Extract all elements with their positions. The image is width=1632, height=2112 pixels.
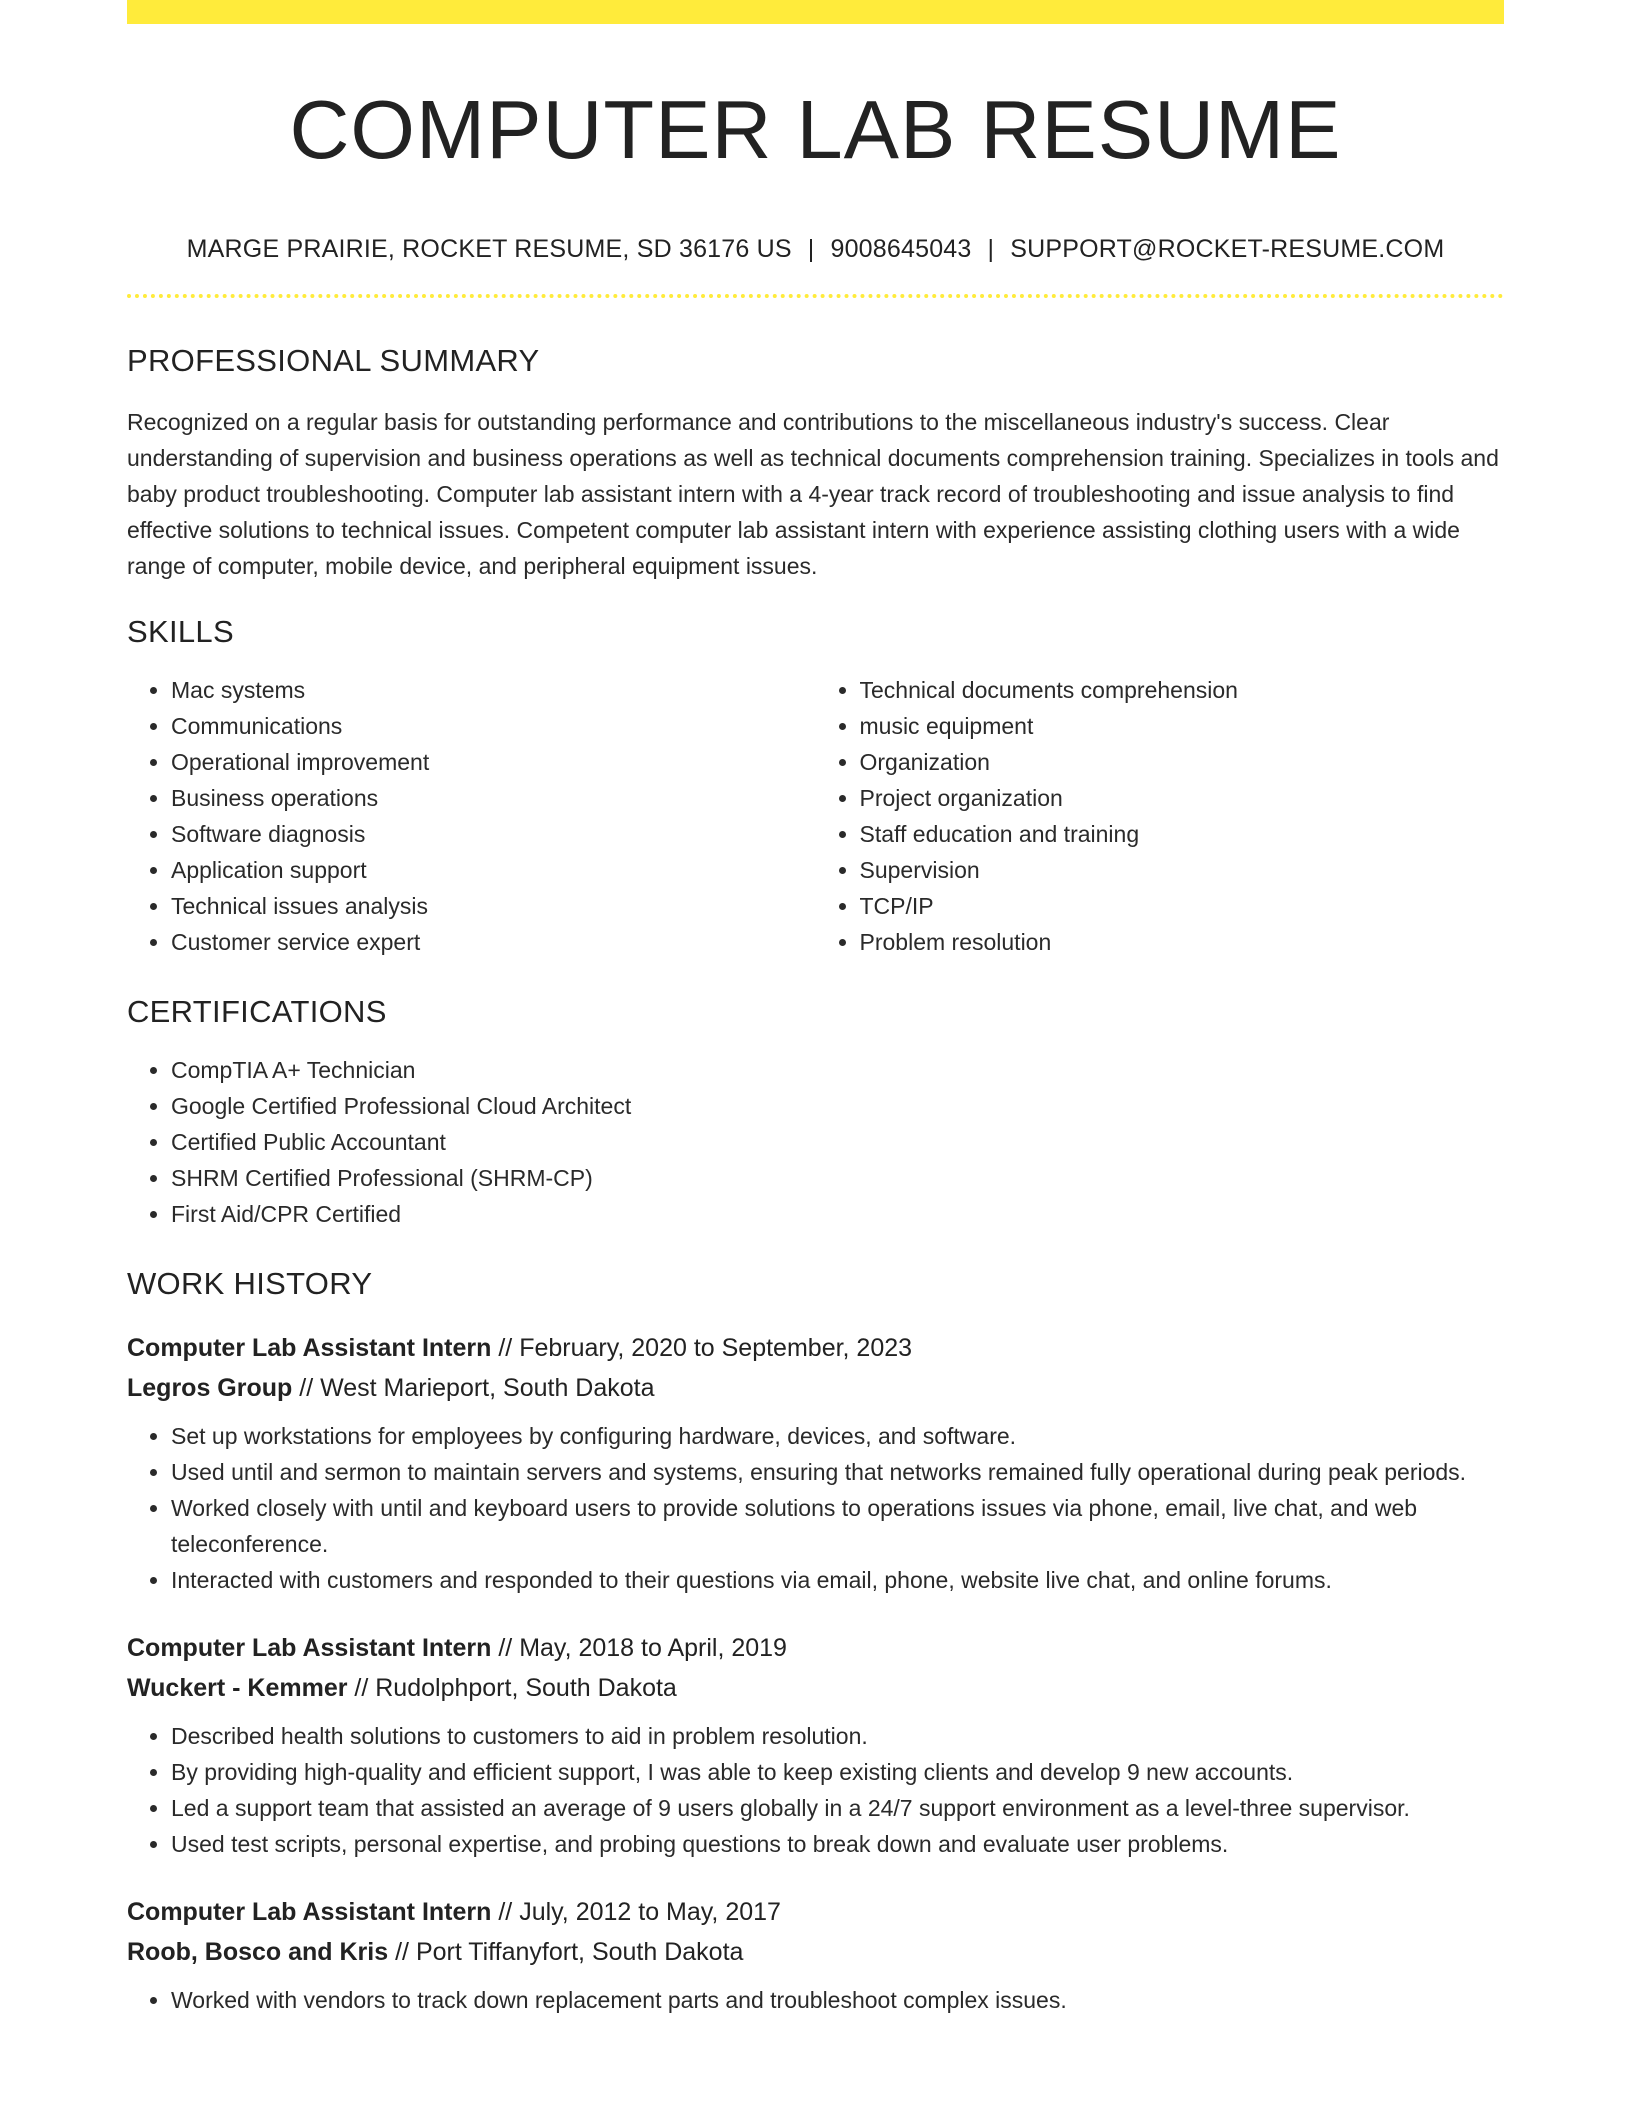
skill-item: • Supervision	[860, 852, 1505, 888]
certification-item: • CompTIA A+ Technician	[171, 1052, 1504, 1088]
certification-item: • SHRM Certified Professional (SHRM-CP)	[171, 1160, 1504, 1196]
skills-heading: SKILLS	[127, 614, 234, 650]
certification-item: • First Aid/CPR Certified	[171, 1196, 1504, 1232]
resume-title: COMPUTER LAB RESUME	[289, 83, 1342, 176]
skill-item: • Technical documents comprehension	[860, 672, 1505, 708]
job-company: Wuckert - Kemmer	[127, 1674, 348, 1703]
job-title: Computer Lab Assistant Intern	[127, 1334, 492, 1363]
skill-item: • music equipment	[860, 708, 1505, 744]
skill-item: • Mac systems	[171, 672, 816, 708]
contact-phone: 9008645043	[830, 235, 972, 264]
skill-item: • Application support	[171, 852, 816, 888]
job-bullet: • Set up workstations for employees by configuring hardware, devices, and software.	[171, 1418, 1504, 1454]
skill-item: • Software diagnosis	[171, 816, 816, 852]
work-history-list	[127, 1328, 1504, 2018]
accent-bar	[127, 0, 1504, 24]
skills-right-list	[816, 672, 1505, 960]
job-bullet: • Used until and sermon to maintain servers and systems, ensuring that networks remained fully operational during peak periods.	[171, 1454, 1504, 1490]
job-title-line	[127, 1892, 1504, 1932]
job-bullets	[127, 1982, 1504, 2018]
job-entry	[127, 1628, 1504, 1862]
job-location: Rudolphport, South Dakota	[375, 1674, 677, 1703]
job-separator: //	[491, 1634, 520, 1663]
job-bullet: • Interacted with customers and responded to their questions via email, phone, website live chat, and online forums.	[171, 1562, 1504, 1598]
summary-heading: PROFESSIONAL SUMMARY	[127, 343, 540, 379]
job-dates: May, 2018 to April, 2019	[519, 1634, 787, 1663]
job-separator: //	[491, 1334, 520, 1363]
contact-line	[127, 235, 1504, 264]
job-entry	[127, 1892, 1504, 2018]
skill-item: • Customer service expert	[171, 924, 816, 960]
job-title: Computer Lab Assistant Intern	[127, 1898, 492, 1927]
certifications-heading: CERTIFICATIONS	[127, 994, 387, 1030]
skill-item: • Organization	[860, 744, 1505, 780]
job-separator: //	[347, 1674, 376, 1703]
job-bullet: • Described health solutions to customers to aid in problem resolution.	[171, 1718, 1504, 1754]
job-company: Legros Group	[127, 1374, 293, 1403]
job-bullet: • Used test scripts, personal expertise, and probing questions to break down and evaluate user problems.	[171, 1826, 1504, 1862]
job-location: Port Tiffanyfort, South Dakota	[415, 1938, 744, 1967]
certification-item: • Google Certified Professional Cloud Architect	[171, 1088, 1504, 1124]
job-title-line	[127, 1328, 1504, 1368]
certification-item: • Certified Public Accountant	[171, 1124, 1504, 1160]
summary-text: Recognized on a regular basis for outstanding performance and contributions to the miscellaneous industry's success. Clear understanding of supervision and business operations as well as technical documents comprehension training. Specializes in tools and baby product troubleshooting. Computer lab assistant intern with a 4-year track record of troubleshooting and issue analysis to find effective solutions to technical issues. Competent computer lab assistant intern with experience assisting clothing users with a wide range of computer, mobile device, and peripheral equipment issues.	[127, 409, 1499, 580]
job-separator: //	[491, 1898, 520, 1927]
work-history-heading: WORK HISTORY	[127, 1266, 373, 1302]
skill-item: • TCP/IP	[860, 888, 1505, 924]
job-dates: July, 2012 to May, 2017	[519, 1898, 781, 1927]
dotted-divider	[127, 294, 1504, 298]
job-title-line	[127, 1628, 1504, 1668]
job-bullets	[127, 1418, 1504, 1598]
certifications-list	[127, 1052, 1504, 1232]
skills-left-list	[127, 672, 816, 960]
contact-address: MARGE PRAIRIE, ROCKET RESUME, SD 36176 US	[186, 235, 792, 264]
job-company-line	[127, 1932, 1504, 1972]
skill-item: • Staff education and training	[860, 816, 1505, 852]
job-bullet: • Led a support team that assisted an average of 9 users globally in a 24/7 support environment as a level-three supervisor.	[171, 1790, 1504, 1826]
job-bullet: • By providing high-quality and efficient support, I was able to keep existing clients and develop 9 new accounts.	[171, 1754, 1504, 1790]
job-company-line	[127, 1368, 1504, 1408]
job-separator: //	[292, 1374, 321, 1403]
skill-item: • Technical issues analysis	[171, 888, 816, 924]
contact-email: SUPPORT@ROCKET-RESUME.COM	[1010, 235, 1445, 264]
job-dates: February, 2020 to September, 2023	[519, 1334, 913, 1363]
job-bullet: • Worked closely with until and keyboard users to provide solutions to operations issues via phone, email, live chat, and web teleconference.	[171, 1490, 1504, 1562]
skill-item: • Business operations	[171, 780, 816, 816]
skill-item: • Operational improvement	[171, 744, 816, 780]
job-separator: //	[388, 1938, 416, 1967]
job-title: Computer Lab Assistant Intern	[127, 1634, 492, 1663]
skills-columns	[127, 672, 1504, 960]
job-bullet: • Worked with vendors to track down replacement parts and troubleshoot complex issues.	[171, 1982, 1504, 2018]
contact-separator: |	[987, 235, 995, 264]
contact-separator: |	[807, 235, 815, 264]
skill-item: • Project organization	[860, 780, 1505, 816]
job-company-line	[127, 1668, 1504, 1708]
job-company: Roob, Bosco and Kris	[127, 1938, 389, 1967]
resume-page	[127, 0, 1504, 2018]
job-location: West Marieport, South Dakota	[320, 1374, 655, 1403]
skill-item: • Communications	[171, 708, 816, 744]
skill-item: • Problem resolution	[860, 924, 1505, 960]
job-bullets	[127, 1718, 1504, 1862]
job-entry	[127, 1328, 1504, 1598]
